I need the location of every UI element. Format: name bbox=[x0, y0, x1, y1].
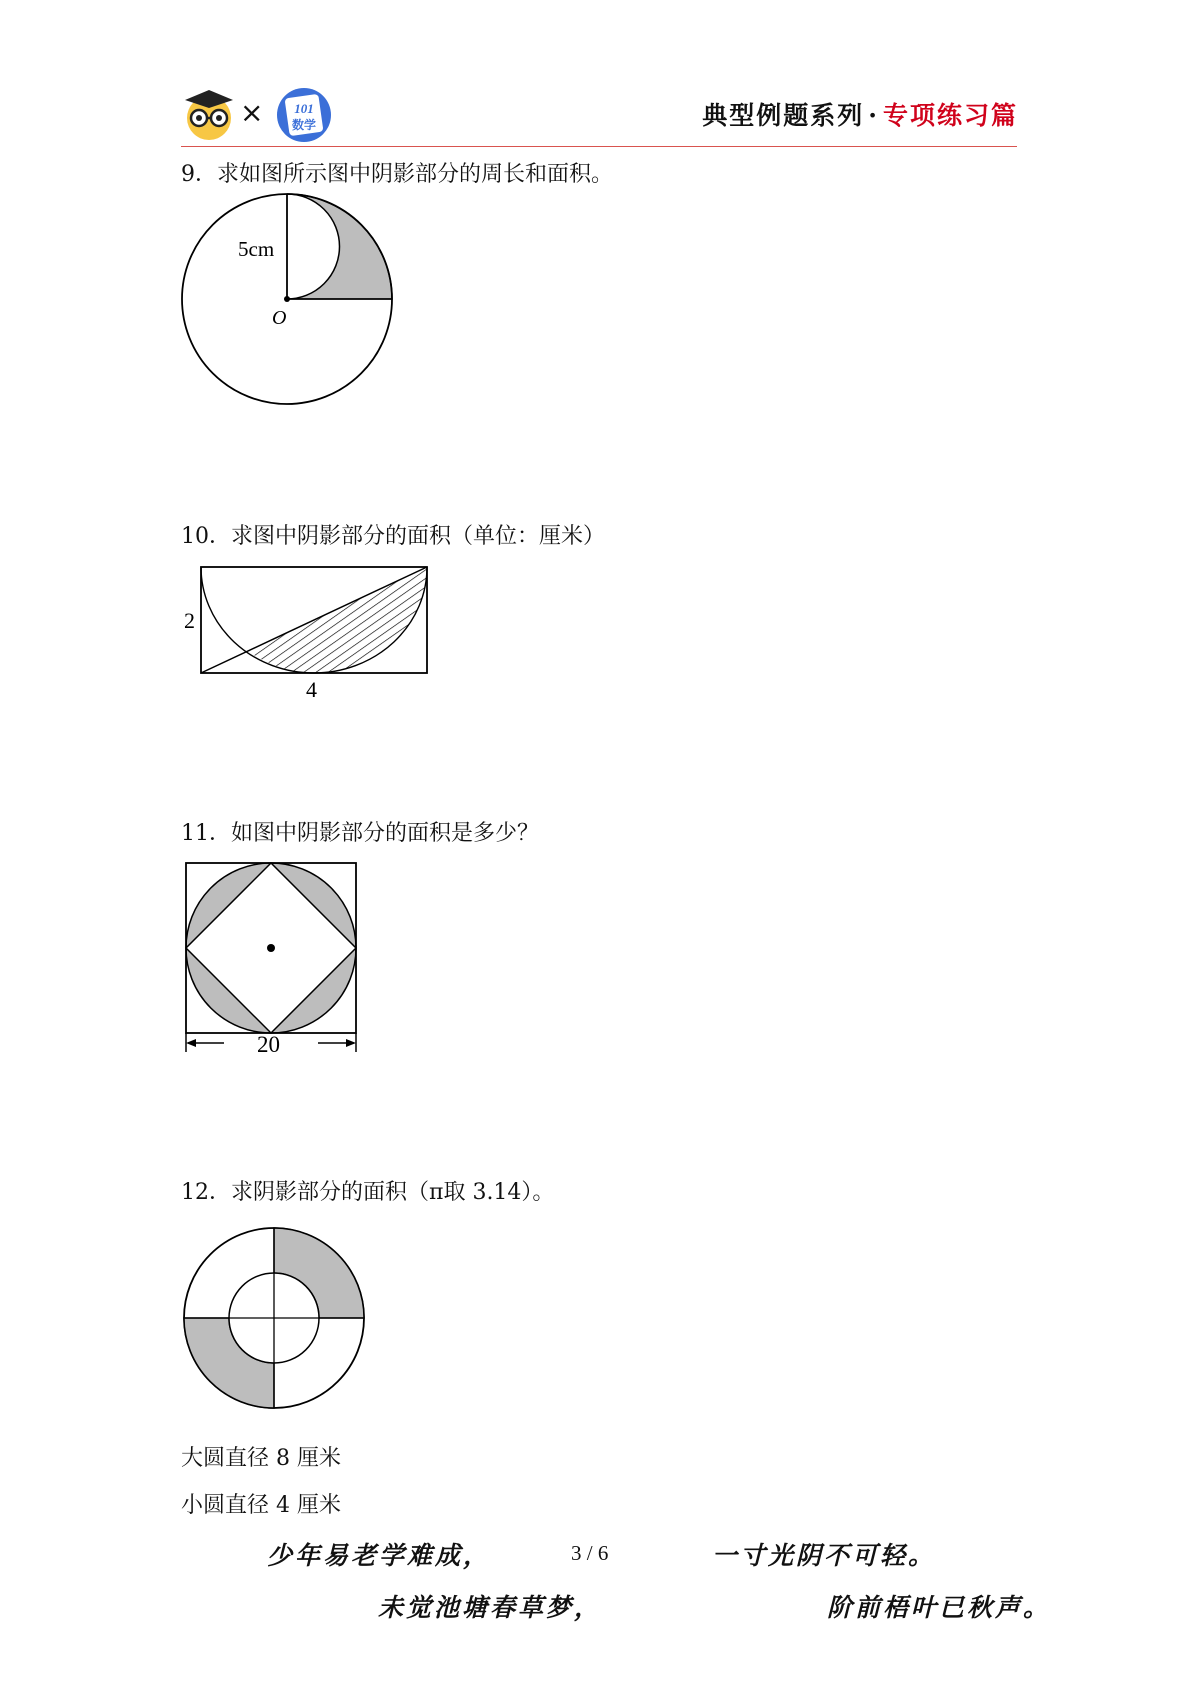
q11-center-point bbox=[267, 944, 275, 952]
math-101-logo-icon bbox=[275, 86, 333, 144]
svg-text:101: 101 bbox=[294, 101, 314, 116]
q11-width-label: 20 bbox=[257, 1032, 280, 1057]
q9-center-point bbox=[284, 296, 290, 302]
q12-note-big-circle: 大圆直径 8 厘米 bbox=[181, 1446, 341, 1471]
times-symbol: × bbox=[240, 96, 264, 129]
svg-text:数学: 数学 bbox=[291, 118, 317, 132]
q9-radius-label: 5cm bbox=[238, 237, 275, 261]
poem-line1-left: 少年易老学难成， bbox=[267, 1541, 492, 1570]
question-10-text: 10．求图中阴影部分的面积（单位：厘米） bbox=[181, 524, 605, 549]
question-11-figure bbox=[180, 862, 370, 1062]
owl-logo-icon bbox=[181, 86, 237, 142]
header-rule bbox=[181, 146, 1017, 147]
page-number: 3 / 6 bbox=[571, 1541, 609, 1565]
series-title-red: 专项练习篇 bbox=[882, 101, 1018, 130]
q11-arrow-left bbox=[186, 1039, 196, 1047]
question-9-figure bbox=[170, 192, 410, 422]
question-10-figure bbox=[180, 562, 440, 712]
poem-line2-left: 未觉池塘春草梦， bbox=[378, 1593, 603, 1622]
question-9-text: 9．求如图所示图中阴影部分的周长和面积。 bbox=[181, 162, 613, 187]
question-11-text: 11．如图中阴影部分的面积是多少？ bbox=[181, 821, 539, 846]
question-12-text: 12．求阴影部分的面积（π取 3.14）。 bbox=[181, 1180, 555, 1205]
poem-line1-right: 一寸光阴不可轻。 bbox=[712, 1541, 937, 1570]
q10-height-label: 2 bbox=[184, 608, 195, 633]
q10-width-label: 4 bbox=[306, 677, 317, 702]
q12-note-small-circle: 小圆直径 4 厘米 bbox=[181, 1493, 341, 1518]
q9-shaded-region bbox=[287, 194, 392, 299]
series-title bbox=[702, 96, 1018, 132]
q11-arrow-right bbox=[346, 1039, 356, 1047]
series-title-dot: · bbox=[868, 101, 879, 130]
question-12-figure bbox=[182, 1226, 382, 1426]
series-title-black: 典型例题系列 bbox=[702, 101, 865, 130]
q9-center-label: O bbox=[272, 307, 287, 329]
poem-line2-right: 阶前梧叶已秋声。 bbox=[827, 1593, 1052, 1622]
